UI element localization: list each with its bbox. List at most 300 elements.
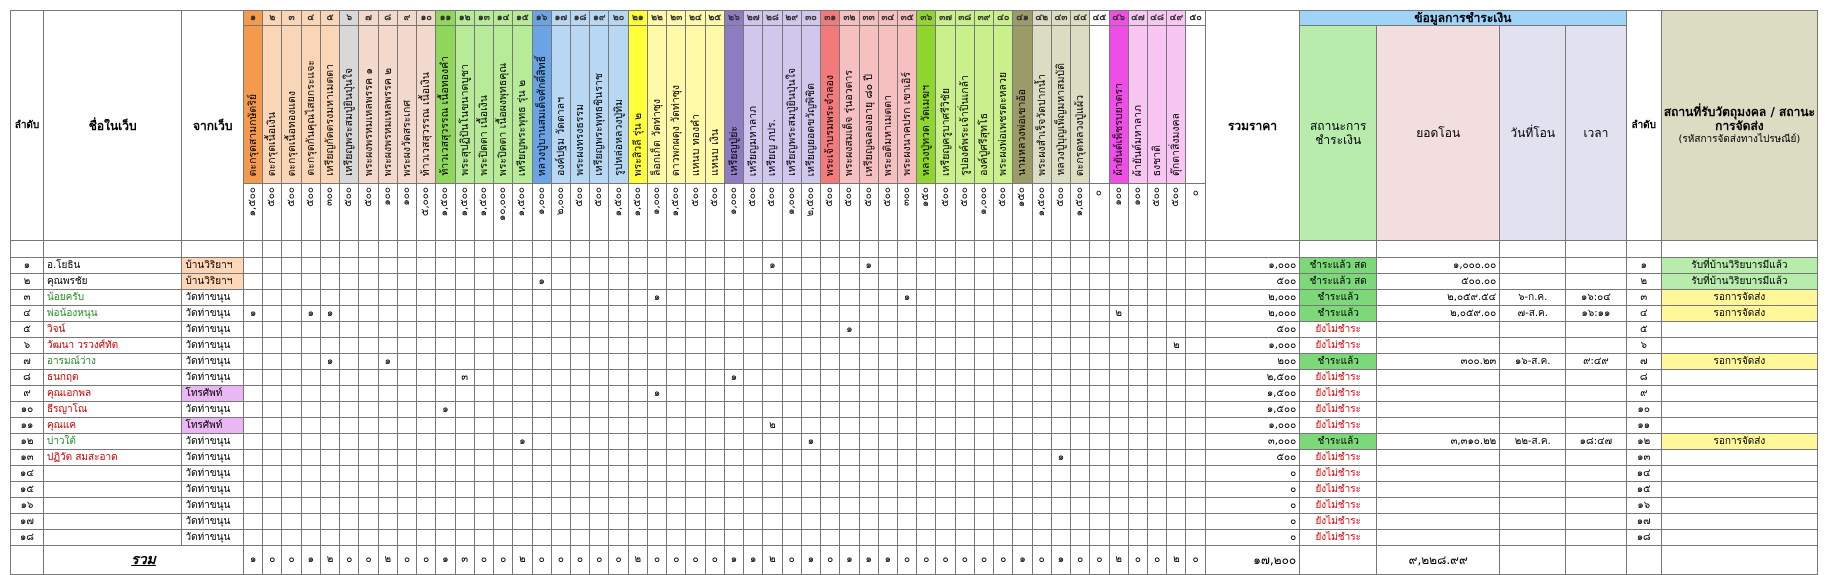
qty-cell[interactable]: [455, 322, 474, 338]
qty-cell[interactable]: [859, 322, 878, 338]
qty-cell[interactable]: [724, 338, 743, 354]
qty-cell[interactable]: [378, 514, 397, 530]
qty-cell[interactable]: [359, 354, 378, 370]
qty-cell[interactable]: [628, 370, 647, 386]
qty-cell[interactable]: [1071, 306, 1090, 322]
qty-cell[interactable]: [1032, 258, 1051, 274]
qty-cell[interactable]: [994, 418, 1013, 434]
qty-cell[interactable]: [340, 514, 359, 530]
qty-cell[interactable]: [801, 258, 820, 274]
qty-cell[interactable]: [609, 450, 628, 466]
row-place[interactable]: รอการจัดส่ง: [1661, 354, 1817, 370]
qty-cell[interactable]: [763, 290, 782, 306]
qty-cell[interactable]: [1032, 338, 1051, 354]
row-amount[interactable]: [1377, 370, 1500, 386]
qty-cell[interactable]: [1148, 450, 1167, 466]
qty-cell[interactable]: [609, 482, 628, 498]
qty-cell[interactable]: [1051, 434, 1070, 450]
row-from[interactable]: วัดท่าขนุน: [182, 450, 244, 466]
row-transfer-date[interactable]: [1500, 274, 1566, 290]
qty-cell[interactable]: [609, 258, 628, 274]
qty-cell[interactable]: [936, 322, 955, 338]
qty-cell[interactable]: [936, 482, 955, 498]
row-place[interactable]: [1661, 418, 1817, 434]
qty-cell[interactable]: [320, 322, 339, 338]
qty-cell[interactable]: [1128, 530, 1147, 546]
qty-cell[interactable]: [994, 258, 1013, 274]
qty-cell[interactable]: [628, 258, 647, 274]
qty-cell[interactable]: [1148, 338, 1167, 354]
qty-cell[interactable]: [494, 482, 513, 498]
qty-cell[interactable]: [282, 370, 301, 386]
qty-cell[interactable]: [744, 498, 763, 514]
qty-cell[interactable]: [513, 354, 532, 370]
qty-cell[interactable]: [474, 402, 493, 418]
qty-cell[interactable]: [724, 258, 743, 274]
table-row[interactable]: [11, 434, 1818, 450]
qty-cell[interactable]: [744, 434, 763, 450]
qty-cell[interactable]: [647, 322, 666, 338]
qty-cell[interactable]: [878, 482, 897, 498]
qty-cell[interactable]: [859, 386, 878, 402]
qty-cell[interactable]: [840, 482, 859, 498]
qty-cell[interactable]: [801, 482, 820, 498]
row-pay-status[interactable]: ชำระแล้ว สด: [1300, 274, 1377, 290]
row-name[interactable]: [43, 514, 181, 530]
row-pay-status[interactable]: ยังไม่ชำระ: [1300, 498, 1377, 514]
qty-cell[interactable]: [955, 466, 974, 482]
qty-cell[interactable]: [647, 530, 666, 546]
qty-cell[interactable]: [782, 274, 801, 290]
qty-cell[interactable]: [821, 322, 840, 338]
qty-cell[interactable]: [551, 402, 570, 418]
qty-cell[interactable]: [647, 338, 666, 354]
row-transfer-date[interactable]: ๑๖-ส.ค.: [1500, 354, 1566, 370]
qty-cell[interactable]: [782, 514, 801, 530]
qty-cell[interactable]: [936, 434, 955, 450]
qty-cell[interactable]: [474, 466, 493, 482]
qty-cell[interactable]: [667, 386, 686, 402]
qty-cell[interactable]: [436, 530, 455, 546]
qty-cell[interactable]: [397, 450, 416, 466]
qty-cell[interactable]: [609, 530, 628, 546]
qty-cell[interactable]: [936, 530, 955, 546]
qty-cell[interactable]: [897, 402, 916, 418]
qty-cell[interactable]: [955, 482, 974, 498]
qty-cell[interactable]: [936, 402, 955, 418]
qty-cell[interactable]: [378, 466, 397, 482]
row-amount[interactable]: [1377, 450, 1500, 466]
qty-cell[interactable]: [705, 418, 724, 434]
qty-cell[interactable]: [474, 306, 493, 322]
row-from[interactable]: วัดท่าขนุน: [182, 338, 244, 354]
qty-cell[interactable]: [551, 322, 570, 338]
qty-cell[interactable]: [436, 466, 455, 482]
qty-cell[interactable]: [590, 386, 609, 402]
qty-cell[interactable]: [359, 370, 378, 386]
qty-cell[interactable]: [821, 434, 840, 450]
qty-cell[interactable]: [1032, 466, 1051, 482]
qty-cell[interactable]: [1090, 434, 1109, 450]
qty-cell[interactable]: [320, 482, 339, 498]
qty-cell[interactable]: [397, 402, 416, 418]
qty-cell[interactable]: [590, 434, 609, 450]
qty-cell[interactable]: [455, 306, 474, 322]
row-from[interactable]: วัดท่าขนุน: [182, 434, 244, 450]
qty-cell[interactable]: [878, 306, 897, 322]
qty-cell[interactable]: [724, 482, 743, 498]
qty-cell[interactable]: [1051, 258, 1070, 274]
row-seq[interactable]: ๒: [11, 274, 44, 290]
qty-cell[interactable]: [1128, 322, 1147, 338]
qty-cell[interactable]: [1167, 386, 1186, 402]
qty-cell[interactable]: [763, 530, 782, 546]
qty-cell[interactable]: [1148, 306, 1167, 322]
qty-cell[interactable]: [570, 322, 589, 338]
qty-cell[interactable]: [474, 530, 493, 546]
table-row[interactable]: [11, 402, 1818, 418]
row-time[interactable]: [1566, 530, 1626, 546]
qty-cell[interactable]: [436, 498, 455, 514]
qty-cell[interactable]: [878, 258, 897, 274]
qty-cell[interactable]: [551, 386, 570, 402]
row-name[interactable]: [43, 498, 181, 514]
row-seq2[interactable]: ๑๖: [1626, 498, 1661, 514]
qty-cell[interactable]: [686, 386, 705, 402]
qty-cell[interactable]: [686, 290, 705, 306]
qty-cell[interactable]: [1032, 530, 1051, 546]
qty-cell[interactable]: [494, 338, 513, 354]
qty-cell[interactable]: [628, 274, 647, 290]
qty-cell[interactable]: [1128, 354, 1147, 370]
qty-cell[interactable]: [397, 466, 416, 482]
qty-cell[interactable]: [282, 322, 301, 338]
qty-cell[interactable]: [878, 530, 897, 546]
qty-cell[interactable]: [397, 306, 416, 322]
row-total[interactable]: ๒,๕๐๐: [1205, 370, 1300, 386]
row-transfer-date[interactable]: [1500, 386, 1566, 402]
qty-cell[interactable]: [378, 370, 397, 386]
qty-cell[interactable]: [974, 290, 993, 306]
qty-cell[interactable]: [551, 418, 570, 434]
qty-cell[interactable]: [282, 290, 301, 306]
qty-cell[interactable]: [974, 274, 993, 290]
qty-cell[interactable]: [782, 370, 801, 386]
qty-cell[interactable]: [417, 466, 436, 482]
qty-cell[interactable]: [609, 402, 628, 418]
row-place[interactable]: [1661, 498, 1817, 514]
row-pay-status[interactable]: ยังไม่ชำระ: [1300, 466, 1377, 482]
qty-cell[interactable]: [340, 306, 359, 322]
qty-cell[interactable]: [1128, 386, 1147, 402]
row-time[interactable]: [1566, 418, 1626, 434]
qty-cell[interactable]: ๑: [859, 258, 878, 274]
qty-cell[interactable]: [628, 290, 647, 306]
qty-cell[interactable]: [667, 402, 686, 418]
row-pay-status[interactable]: ชำระแล้ว: [1300, 434, 1377, 450]
qty-cell[interactable]: [340, 482, 359, 498]
qty-cell[interactable]: [570, 402, 589, 418]
qty-cell[interactable]: [301, 386, 320, 402]
row-amount[interactable]: [1377, 322, 1500, 338]
qty-cell[interactable]: [244, 498, 263, 514]
qty-cell[interactable]: [513, 418, 532, 434]
qty-cell[interactable]: [263, 498, 282, 514]
qty-cell[interactable]: [532, 434, 551, 450]
qty-cell[interactable]: [782, 434, 801, 450]
table-row[interactable]: [11, 258, 1818, 274]
qty-cell[interactable]: [628, 354, 647, 370]
row-transfer-date[interactable]: [1500, 498, 1566, 514]
qty-cell[interactable]: [397, 354, 416, 370]
qty-cell[interactable]: [417, 498, 436, 514]
row-seq2[interactable]: ๑: [1626, 258, 1661, 274]
qty-cell[interactable]: [686, 450, 705, 466]
qty-cell[interactable]: [724, 402, 743, 418]
qty-cell[interactable]: [282, 418, 301, 434]
qty-cell[interactable]: [1128, 306, 1147, 322]
qty-cell[interactable]: [282, 450, 301, 466]
qty-cell[interactable]: [244, 354, 263, 370]
qty-cell[interactable]: [282, 258, 301, 274]
qty-cell[interactable]: [821, 274, 840, 290]
row-total[interactable]: ๐: [1205, 530, 1300, 546]
row-name[interactable]: บ่าวใต้: [43, 434, 181, 450]
qty-cell[interactable]: [1051, 370, 1070, 386]
qty-cell[interactable]: [570, 418, 589, 434]
qty-cell[interactable]: [724, 386, 743, 402]
qty-cell[interactable]: [455, 482, 474, 498]
qty-cell[interactable]: [359, 514, 378, 530]
qty-cell[interactable]: [455, 450, 474, 466]
qty-cell[interactable]: [417, 386, 436, 402]
qty-cell[interactable]: [359, 530, 378, 546]
row-place[interactable]: [1661, 370, 1817, 386]
row-amount[interactable]: ๒,๐๕๙.๐๐: [1377, 306, 1500, 322]
row-total[interactable]: ๑,๐๐๐: [1205, 418, 1300, 434]
qty-cell[interactable]: [744, 354, 763, 370]
qty-cell[interactable]: [436, 306, 455, 322]
qty-cell[interactable]: [705, 370, 724, 386]
qty-cell[interactable]: [590, 306, 609, 322]
row-transfer-date[interactable]: ๖-ก.ค.: [1500, 290, 1566, 306]
row-total[interactable]: ๒,๐๐๐: [1205, 290, 1300, 306]
row-place[interactable]: รับที่บ้านวิริยบารมีแล้ว: [1661, 274, 1817, 290]
qty-cell[interactable]: [724, 274, 743, 290]
qty-cell[interactable]: [705, 466, 724, 482]
qty-cell[interactable]: [282, 386, 301, 402]
table-row[interactable]: [11, 338, 1818, 354]
qty-cell[interactable]: [936, 514, 955, 530]
row-amount[interactable]: [1377, 498, 1500, 514]
qty-cell[interactable]: [1051, 354, 1070, 370]
qty-cell[interactable]: [570, 434, 589, 450]
row-seq2[interactable]: ๓: [1626, 290, 1661, 306]
qty-cell[interactable]: [859, 530, 878, 546]
qty-cell[interactable]: [821, 530, 840, 546]
qty-cell[interactable]: [821, 386, 840, 402]
qty-cell[interactable]: [782, 498, 801, 514]
qty-cell[interactable]: [378, 322, 397, 338]
qty-cell[interactable]: [340, 322, 359, 338]
qty-cell[interactable]: [513, 258, 532, 274]
qty-cell[interactable]: [320, 386, 339, 402]
qty-cell[interactable]: [301, 322, 320, 338]
qty-cell[interactable]: [840, 370, 859, 386]
qty-cell[interactable]: [1090, 258, 1109, 274]
qty-cell[interactable]: [917, 258, 936, 274]
qty-cell[interactable]: [917, 386, 936, 402]
qty-cell[interactable]: [1128, 434, 1147, 450]
qty-cell[interactable]: [282, 338, 301, 354]
qty-cell[interactable]: [532, 418, 551, 434]
qty-cell[interactable]: [513, 498, 532, 514]
row-total[interactable]: ๑,๕๐๐: [1205, 402, 1300, 418]
qty-cell[interactable]: [282, 482, 301, 498]
qty-cell[interactable]: [320, 450, 339, 466]
qty-cell[interactable]: [724, 450, 743, 466]
qty-cell[interactable]: [244, 386, 263, 402]
qty-cell[interactable]: [1013, 354, 1032, 370]
qty-cell[interactable]: [570, 354, 589, 370]
qty-cell[interactable]: [974, 514, 993, 530]
qty-cell[interactable]: [590, 338, 609, 354]
row-seq2[interactable]: ๑๑: [1626, 418, 1661, 434]
table-row[interactable]: [11, 482, 1818, 498]
qty-cell[interactable]: [417, 402, 436, 418]
qty-cell[interactable]: [840, 274, 859, 290]
qty-cell[interactable]: [397, 322, 416, 338]
row-time[interactable]: ๙:๔๙: [1566, 354, 1626, 370]
row-seq[interactable]: ๑๔: [11, 466, 44, 482]
qty-cell[interactable]: [436, 450, 455, 466]
row-seq[interactable]: ๑๐: [11, 402, 44, 418]
qty-cell[interactable]: [1071, 274, 1090, 290]
qty-cell[interactable]: [397, 290, 416, 306]
row-from[interactable]: วัดท่าขนุน: [182, 306, 244, 322]
qty-cell[interactable]: [801, 450, 820, 466]
qty-cell[interactable]: [551, 530, 570, 546]
row-transfer-date[interactable]: [1500, 482, 1566, 498]
qty-cell[interactable]: [570, 530, 589, 546]
row-seq2[interactable]: ๑๕: [1626, 482, 1661, 498]
qty-cell[interactable]: [1186, 530, 1205, 546]
row-name[interactable]: พ่อน้องหนุน: [43, 306, 181, 322]
qty-cell[interactable]: [570, 450, 589, 466]
qty-cell[interactable]: [859, 450, 878, 466]
qty-cell[interactable]: [821, 450, 840, 466]
qty-cell[interactable]: [301, 434, 320, 450]
row-name[interactable]: คุณแค: [43, 418, 181, 434]
row-seq2[interactable]: ๖: [1626, 338, 1661, 354]
row-transfer-date[interactable]: [1500, 322, 1566, 338]
qty-cell[interactable]: [1013, 290, 1032, 306]
qty-cell[interactable]: [340, 338, 359, 354]
qty-cell[interactable]: [763, 514, 782, 530]
qty-cell[interactable]: [686, 418, 705, 434]
row-name[interactable]: น้อยครับ: [43, 290, 181, 306]
qty-cell[interactable]: [378, 386, 397, 402]
qty-cell[interactable]: [897, 530, 916, 546]
qty-cell[interactable]: [1013, 514, 1032, 530]
qty-cell[interactable]: [513, 370, 532, 386]
row-transfer-date[interactable]: [1500, 338, 1566, 354]
qty-cell[interactable]: [494, 530, 513, 546]
qty-cell[interactable]: [513, 306, 532, 322]
qty-cell[interactable]: [628, 434, 647, 450]
qty-cell[interactable]: [744, 338, 763, 354]
qty-cell[interactable]: [609, 498, 628, 514]
qty-cell[interactable]: [1109, 530, 1128, 546]
row-seq[interactable]: ๑: [11, 258, 44, 274]
qty-cell[interactable]: [320, 274, 339, 290]
row-from[interactable]: บ้านวิริยาฯ: [182, 274, 244, 290]
qty-cell[interactable]: [532, 258, 551, 274]
qty-cell[interactable]: [263, 450, 282, 466]
qty-cell[interactable]: [455, 258, 474, 274]
row-seq[interactable]: ๑๒: [11, 434, 44, 450]
qty-cell[interactable]: [974, 322, 993, 338]
qty-cell[interactable]: [244, 482, 263, 498]
row-total[interactable]: ๑,๐๐๐: [1205, 338, 1300, 354]
qty-cell[interactable]: ๑: [320, 306, 339, 322]
row-total[interactable]: ๕๐๐: [1205, 274, 1300, 290]
qty-cell[interactable]: [647, 466, 666, 482]
qty-cell[interactable]: [724, 322, 743, 338]
qty-cell[interactable]: [821, 290, 840, 306]
qty-cell[interactable]: [897, 258, 916, 274]
qty-cell[interactable]: [821, 354, 840, 370]
qty-cell[interactable]: [840, 306, 859, 322]
qty-cell[interactable]: [455, 418, 474, 434]
qty-cell[interactable]: [1128, 482, 1147, 498]
qty-cell[interactable]: [1186, 402, 1205, 418]
qty-cell[interactable]: [705, 434, 724, 450]
qty-cell[interactable]: [1013, 466, 1032, 482]
qty-cell[interactable]: [801, 370, 820, 386]
qty-cell[interactable]: [955, 274, 974, 290]
row-time[interactable]: [1566, 498, 1626, 514]
qty-cell[interactable]: [955, 450, 974, 466]
qty-cell[interactable]: [840, 498, 859, 514]
qty-cell[interactable]: [532, 402, 551, 418]
qty-cell[interactable]: [1013, 530, 1032, 546]
qty-cell[interactable]: [340, 450, 359, 466]
qty-cell[interactable]: [628, 498, 647, 514]
qty-cell[interactable]: [378, 274, 397, 290]
qty-cell[interactable]: [551, 434, 570, 450]
qty-cell[interactable]: [1032, 450, 1051, 466]
qty-cell[interactable]: [455, 530, 474, 546]
qty-cell[interactable]: [1109, 386, 1128, 402]
qty-cell[interactable]: [1109, 402, 1128, 418]
row-transfer-date[interactable]: [1500, 466, 1566, 482]
qty-cell[interactable]: [359, 418, 378, 434]
qty-cell[interactable]: [359, 306, 378, 322]
qty-cell[interactable]: [359, 338, 378, 354]
row-total[interactable]: ๕๐๐: [1205, 322, 1300, 338]
qty-cell[interactable]: [570, 258, 589, 274]
qty-cell[interactable]: [859, 434, 878, 450]
row-place[interactable]: รอการจัดส่ง: [1661, 306, 1817, 322]
qty-cell[interactable]: [897, 450, 916, 466]
row-name[interactable]: คุณเอกพล: [43, 386, 181, 402]
row-pay-status[interactable]: ยังไม่ชำระ: [1300, 402, 1377, 418]
qty-cell[interactable]: [609, 354, 628, 370]
qty-cell[interactable]: [763, 402, 782, 418]
qty-cell[interactable]: [686, 498, 705, 514]
qty-cell[interactable]: [897, 370, 916, 386]
